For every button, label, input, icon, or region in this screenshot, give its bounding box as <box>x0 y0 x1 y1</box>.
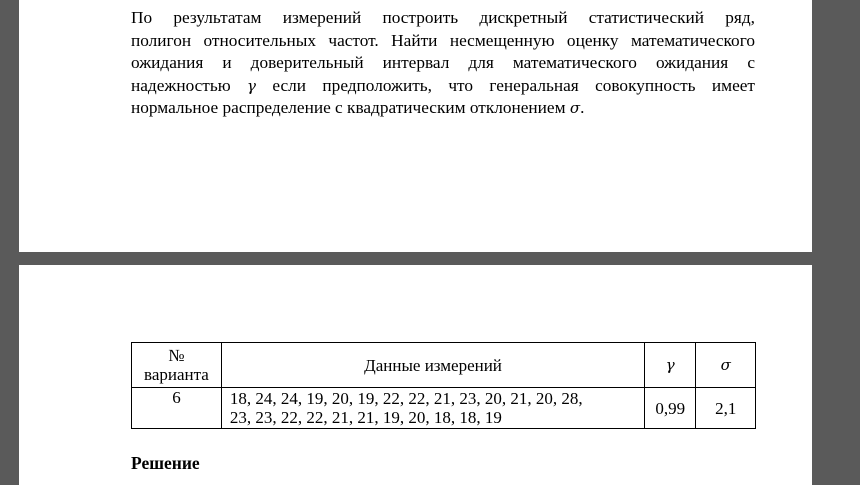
header-measurements: Данные измерений <box>221 343 644 388</box>
problem-text-fragment: если предположить, что генеральная совокупность имеет <box>256 75 755 95</box>
cell-sigma: 2,1 <box>696 388 756 429</box>
table-row <box>132 388 756 429</box>
solution-heading: Решение <box>131 453 200 473</box>
header-sigma: σ <box>696 343 756 388</box>
problem-line <box>131 75 755 98</box>
problem-line: По результатам измерений построить дискретный статистический ряд, <box>131 8 755 27</box>
problem-line <box>131 97 755 120</box>
problem-statement <box>131 7 755 120</box>
problem-text-fragment: . <box>580 98 585 118</box>
document-page-bottom <box>19 265 812 485</box>
gamma-symbol: γ <box>247 76 257 95</box>
measurements-line: 18, 24, 24, 19, 20, 19, 22, 22, 21, 23, 20, 21, 20, 28, <box>229 389 583 408</box>
table-header-row <box>132 343 756 388</box>
problem-text-fragment: нормальное распределение с квадратическим отклонением <box>131 98 570 118</box>
header-num-sign: № <box>168 346 185 365</box>
header-gamma: γ <box>645 343 696 388</box>
sigma-symbol: σ <box>569 99 581 118</box>
cell-gamma: 0,99 <box>645 388 696 429</box>
cell-measurements <box>221 388 644 429</box>
problem-line: ожидания и доверительный интервал для математического ожидания с <box>131 53 755 73</box>
measurements-table <box>131 342 756 429</box>
header-variant-label: варианта <box>144 365 209 384</box>
document-page-top <box>19 0 812 252</box>
problem-text-fragment: надежностью <box>131 75 248 95</box>
problem-line: полигон относительных частот. Найти несмещенную оценку математического <box>131 30 755 50</box>
header-variant-number <box>132 343 222 388</box>
cell-variant: 6 <box>132 388 222 429</box>
measurements-line: 23, 23, 22, 22, 21, 21, 19, 20, 18, 18, 19 <box>229 408 502 427</box>
